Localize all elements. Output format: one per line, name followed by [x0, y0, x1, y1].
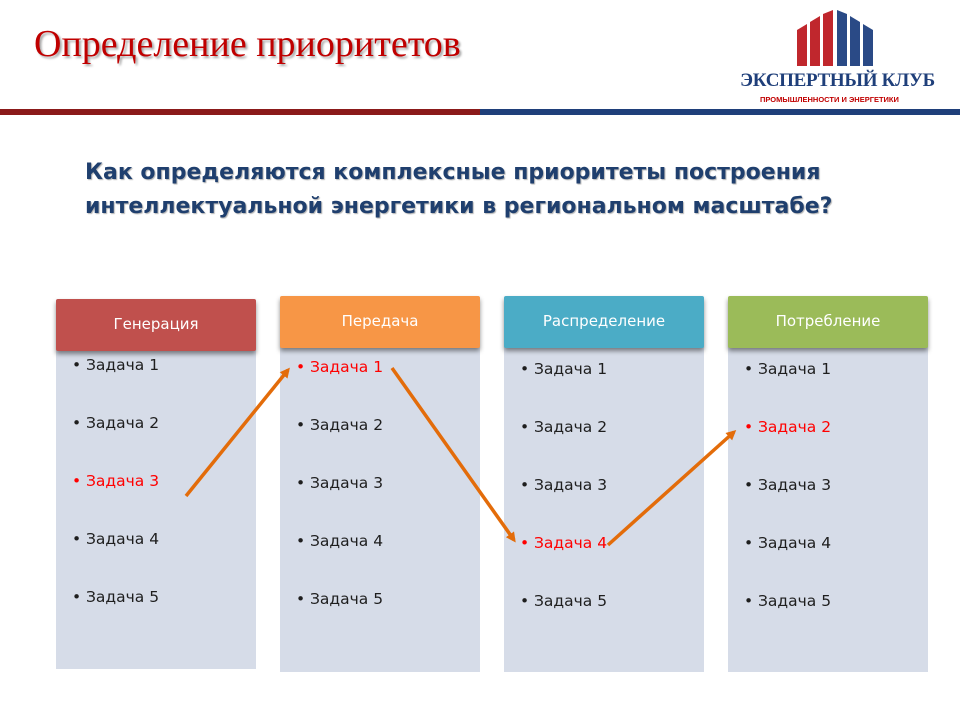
- task-label: Задача 3: [86, 472, 160, 490]
- task-label: Задача 3: [534, 476, 608, 494]
- task-item: • Задача 3: [296, 474, 384, 492]
- logo-name: ЭКСПЕРТНЫЙ КЛУБ: [740, 70, 935, 91]
- task-item: • Задача 5: [296, 590, 384, 608]
- task-label: Задача 2: [758, 418, 832, 436]
- task-item: • Задача 5: [520, 592, 608, 610]
- task-item: • Задача 1: [520, 360, 608, 378]
- task-item: • Задача 5: [72, 588, 160, 606]
- logo-emblem-icon: [795, 10, 875, 68]
- task-item: • Задача 5: [744, 592, 832, 610]
- task-item: • Задача 2: [520, 418, 608, 436]
- task-label: Задача 5: [310, 590, 384, 608]
- task-label: Задача 4: [86, 530, 160, 548]
- task-item-highlighted: • Задача 4: [520, 534, 608, 552]
- slide-title: Определение приоритетов: [34, 23, 461, 65]
- task-panel: [504, 340, 704, 672]
- task-label: Задача 4: [534, 534, 608, 552]
- task-label: Задача 4: [310, 532, 384, 550]
- task-item: • Задача 1: [72, 356, 160, 374]
- task-label: Задача 5: [534, 592, 608, 610]
- task-panel: [728, 340, 928, 672]
- task-item: • Задача 4: [744, 534, 832, 552]
- task-label: Задача 2: [310, 416, 384, 434]
- task-label: Задача 3: [758, 476, 832, 494]
- task-panel: [56, 343, 256, 669]
- task-label: Задача 2: [534, 418, 608, 436]
- task-label: Задача 1: [758, 360, 832, 378]
- task-item: • Задача 3: [520, 476, 608, 494]
- task-label: Задача 2: [86, 414, 160, 432]
- task-item: • Задача 4: [296, 532, 384, 550]
- task-item-highlighted: • Задача 3: [72, 472, 160, 490]
- expert-club-logo: [740, 10, 950, 106]
- question-text: Как определяются комплексные приоритеты построения интеллектуальной энергетики в региональном масштабе?: [85, 160, 833, 219]
- task-item: • Задача 2: [72, 414, 160, 432]
- header-rule-red: [0, 109, 480, 115]
- task-label: Задача 4: [758, 534, 832, 552]
- stage-header: Потребление: [728, 296, 928, 348]
- task-item-highlighted: • Задача 2: [744, 418, 832, 436]
- stage-header: Передача: [280, 296, 480, 348]
- task-label: Задача 3: [310, 474, 384, 492]
- task-item-highlighted: • Задача 1: [296, 358, 384, 376]
- logo-subtitle: ПРОМЫШЛЕННОСТИ И ЭНЕРГЕТИКИ: [760, 95, 899, 104]
- task-label: Задача 5: [86, 588, 160, 606]
- task-label: Задача 5: [758, 592, 832, 610]
- stage-header: Генерация: [56, 299, 256, 351]
- task-label: Задача 1: [310, 358, 384, 376]
- stage-header: Распределение: [504, 296, 704, 348]
- task-item: • Задача 4: [72, 530, 160, 548]
- task-label: Задача 1: [534, 360, 608, 378]
- task-item: • Задача 3: [744, 476, 832, 494]
- task-panel: [280, 340, 480, 672]
- header-rule-blue: [480, 109, 960, 115]
- task-label: Задача 1: [86, 356, 160, 374]
- task-item: • Задача 2: [296, 416, 384, 434]
- task-item: • Задача 1: [744, 360, 832, 378]
